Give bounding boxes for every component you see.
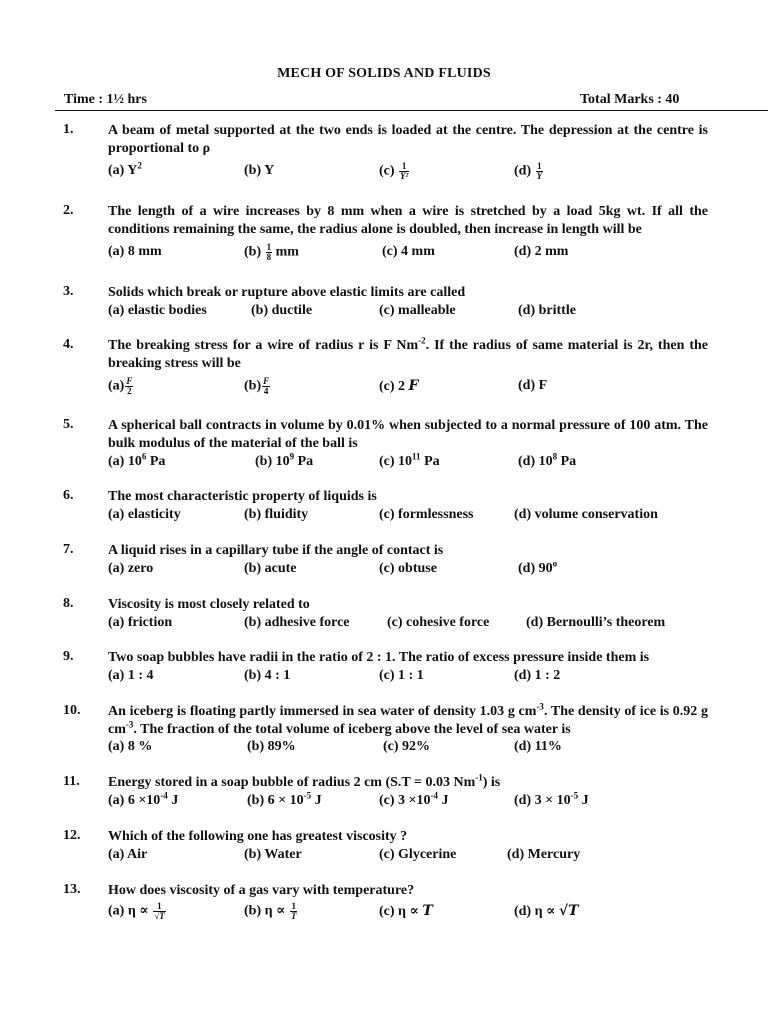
options (108, 846, 718, 868)
option-b: (b) $6 \times 10^{-5}$ J (247, 790, 322, 808)
question-text: The most characteristic property of liquids is (108, 489, 377, 504)
header-rule (55, 110, 768, 111)
option-a: (a) 8 % (108, 739, 153, 754)
options (108, 453, 718, 475)
option-d: (d) 2 mm (514, 244, 569, 259)
question-text: The breaking stress for a wire of radius r is F $Nm^{-2}$. If the radius of same material is 2r, then the breaking stress will be (108, 335, 708, 371)
options (108, 902, 718, 924)
option-b: (b) $\frac{F}{4}$ (244, 376, 270, 396)
option-a: (a) $6 \times 10^{-4}$ J (108, 790, 179, 808)
question-text: Energy stored in a soap bubble of radius 2 cm (S.T = 0.03 $Nm^{-1}$) is (108, 772, 501, 790)
options (108, 377, 718, 399)
option-b: (b) $\frac{1}{8}$ mm (244, 242, 299, 262)
option-b: (b) η ∝ $\frac{1}{T}$ (244, 901, 297, 921)
option-d: (d) 90$^o$ (518, 558, 558, 576)
options (108, 162, 718, 184)
options (108, 506, 718, 528)
option-c: (c) 92% (383, 739, 431, 754)
options (108, 560, 718, 582)
question-number: 11. (63, 774, 80, 789)
option-d: (d) 11% (514, 739, 562, 754)
option-c: (c) 2 F (379, 378, 419, 394)
question-text: A liquid rises in a capillary tube if the angle of contact is (108, 543, 444, 558)
question-text: Which of the following one has greatest viscosity ? (108, 829, 408, 844)
question-number: 7. (63, 542, 74, 557)
option-d: (d) brittle (518, 303, 576, 318)
question-number: 9. (63, 649, 74, 664)
question-number: 3. (63, 284, 74, 299)
exam-title: MECH OF SOLIDS AND FLUIDS (277, 66, 491, 81)
option-a: (a) elasticity (108, 507, 181, 522)
option-a: (a) friction (108, 615, 173, 630)
option-d: (d) η ∝ √T (514, 903, 579, 919)
option-b: (b) Y (244, 163, 275, 178)
option-d: (d) $10^8$ Pa (518, 451, 577, 469)
option-c: (c) 1 : 1 (379, 668, 424, 683)
question-number: 8. (63, 596, 74, 611)
option-d: (d) $\frac{1}{Y}$ (514, 161, 543, 181)
option-c: (c) $\frac{1}{\text{Y²}}$ (379, 161, 409, 181)
options (108, 792, 718, 814)
question-text: Two soap bubbles have radii in the ratio of 2 : 1. The ratio of excess pressure inside them is (108, 650, 650, 665)
question-number: 1. (63, 122, 74, 137)
option-b: (b) 89% (247, 739, 296, 754)
question-text: A spherical ball contracts in volume by 0.01% when subjected to a normal pressure of 100 atm. The bulk modulus of the material of the ball is (108, 418, 708, 451)
question-number: 5. (63, 417, 74, 432)
question-text: How does viscosity of a gas vary with temperature? (108, 883, 415, 898)
option-c: (c) formlessness (379, 507, 474, 522)
option-c: (c) obtuse (379, 561, 437, 576)
options (108, 667, 718, 689)
option-d: (d) Bernoulli’s theorem (526, 615, 666, 630)
options (108, 243, 718, 265)
question-number: 6. (63, 488, 74, 503)
option-d: (d) $3 \times 10^{-5}$ J (514, 790, 589, 808)
option-c: (c) $3 \times 10^{-4}$ J (379, 790, 449, 808)
option-c: (c) malleable (379, 303, 456, 318)
option-a: (a) $Y^2$ (108, 160, 142, 178)
option-b: (b) $10^9$ Pa (255, 451, 314, 469)
option-b: (b) fluidity (244, 507, 309, 522)
total-marks-label: Total Marks : 40 (580, 92, 680, 107)
option-c: (c) cohesive force (387, 615, 490, 630)
option-b: (b) Water (244, 847, 302, 862)
option-a: (a) elastic bodies (108, 303, 207, 318)
option-c: (c) 4 mm (382, 244, 435, 259)
option-a: (a) η ∝ $\frac{1}{√T}$ (108, 901, 165, 921)
time-label: Time : 1½ hrs (64, 92, 147, 107)
question-number: 4. (63, 337, 74, 352)
options (108, 614, 718, 636)
option-c: (c) η ∝ T (379, 903, 433, 919)
option-c: (c) Glycerine (379, 847, 457, 862)
option-c: (c) $10^{11}$ Pa (379, 451, 440, 469)
option-b: (b) 4 : 1 (244, 668, 291, 683)
option-b: (b) ductile (251, 303, 313, 318)
option-a: (a) $\frac{F}{2}$ (108, 376, 133, 396)
question-text: A beam of metal supported at the two ends is loaded at the centre. The depression at the centre is proportional to ρ (108, 123, 708, 156)
option-a: (a) $10^6$ Pa (108, 451, 166, 469)
option-a: (a) 8 mm (108, 244, 162, 259)
question-text: The length of a wire increases by 8 mm when a wire is stretched by a load 5kg wt. If all the conditions remaining the same, the radius alone is doubled, then increase in length will be (108, 204, 708, 237)
question-number: 10. (63, 703, 81, 718)
option-d: (d) volume conservation (514, 507, 658, 522)
question-number: 12. (63, 828, 81, 843)
options (108, 302, 718, 324)
option-d: (d) 1 : 2 (514, 668, 561, 683)
options (108, 738, 718, 760)
option-a: (a) Air (108, 847, 148, 862)
option-d: (d) F (518, 378, 548, 393)
question-text: Solids which break or rupture above elastic limits are called (108, 285, 466, 300)
option-b: (b) acute (244, 561, 297, 576)
question-text: An iceberg is floating partly immersed in sea water of density 1.03 g $cm^{-3}$. The density of ice is 0.92 g $cm^{-3}$. The fraction of the total volume of iceberg above the level of sea water is (108, 701, 708, 737)
option-b: (b) adhesive force (244, 615, 350, 630)
option-d: (d) Mercury (507, 847, 581, 862)
question-number: 2. (63, 203, 74, 218)
question-number: 13. (63, 882, 81, 897)
option-a: (a) 1 : 4 (108, 668, 154, 683)
question-text: Viscosity is most closely related to (108, 597, 310, 612)
option-a: (a) zero (108, 561, 154, 576)
